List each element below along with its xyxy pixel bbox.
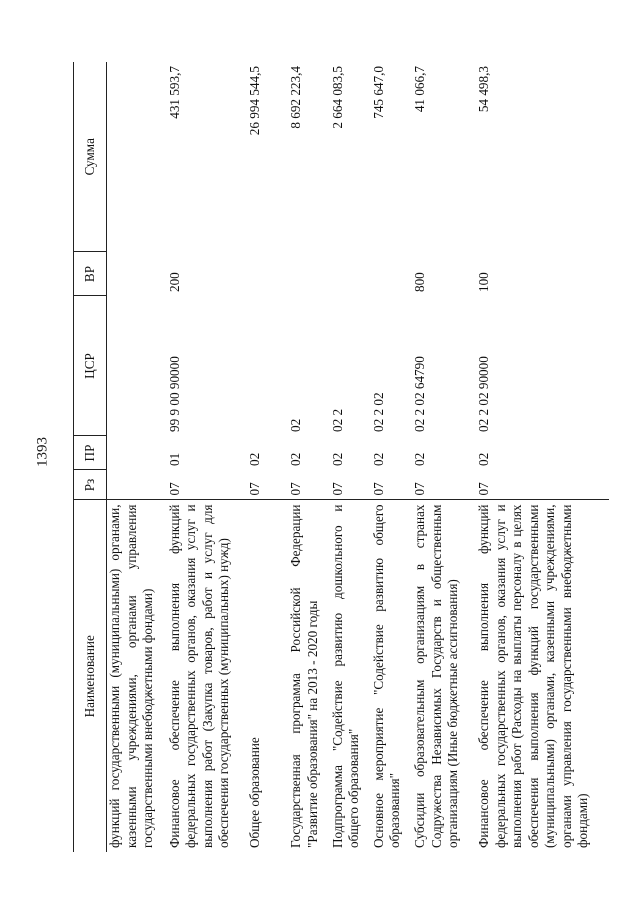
row-name: Общее образование	[247, 500, 288, 852]
row-name: Подпрограмма "Содействие развитию дошкольного и общего образования"	[330, 500, 371, 852]
row-amount: 431 593,7	[166, 66, 182, 119]
row-csr: 02 2 02 64790	[412, 356, 428, 432]
row-pr: 02	[476, 452, 492, 466]
row-pr	[107, 436, 167, 470]
row-pr: 02	[288, 452, 304, 466]
header-name: Наименование	[74, 500, 107, 852]
row-pr: 02	[370, 452, 386, 466]
table-row	[247, 62, 288, 852]
row-amount: 8 692 223,4	[288, 66, 304, 129]
row-pr: 02	[329, 452, 345, 466]
row-vr: 200	[166, 272, 182, 292]
row-vr	[288, 252, 329, 296]
row-name: Субсидии образовательным организациям в странах Содружества Независимых Государств и общественным организациям (Иные бюджетные ассигнования)	[412, 500, 476, 852]
table-header-row	[74, 62, 107, 852]
row-amount: 54 498,3	[476, 66, 492, 113]
budget-table-container	[73, 62, 609, 852]
header-amount: Сумма	[74, 62, 107, 252]
row-rz	[107, 470, 167, 500]
row-rz: 07	[370, 482, 386, 496]
row-name: Финансовое обеспечение выполнения функций федеральных государственных органов, оказания услуг и выполнения работ (Закупка товаров, работ и услуг для обеспечения государственных (муниципальных) нужд)	[167, 500, 247, 852]
row-csr	[107, 296, 167, 436]
header-csr: ЦСР	[74, 296, 107, 436]
row-rz: 07	[288, 482, 304, 496]
row-vr	[371, 252, 412, 296]
header-rz: Рз	[74, 470, 107, 500]
row-name: Государственная программа Российской Федерации "Развитие образования" на 2013 - 2020 годы	[288, 500, 329, 852]
row-vr	[330, 252, 371, 296]
row-rz: 07	[476, 482, 492, 496]
table-row	[412, 62, 476, 852]
row-rz: 07	[247, 482, 263, 496]
table-row	[288, 62, 329, 852]
page-number: 1393	[34, 437, 51, 467]
row-amount: 745 647,0	[370, 66, 386, 119]
row-csr: 02 2 02	[370, 392, 386, 432]
row-pr: 01	[166, 452, 182, 466]
row-amount	[107, 62, 167, 252]
row-rz: 07	[166, 482, 182, 496]
row-csr: 99 9 00 90000	[166, 356, 182, 432]
row-pr: 02	[412, 452, 428, 466]
row-vr: 100	[476, 272, 492, 292]
row-csr: 02	[288, 418, 304, 432]
table-row	[476, 62, 609, 852]
table-row	[107, 62, 167, 852]
row-csr: 02 2 02 90000	[476, 356, 492, 432]
table-row	[167, 62, 247, 852]
budget-table	[73, 62, 609, 852]
row-vr	[107, 252, 167, 296]
header-pr: ПР	[74, 436, 107, 470]
table-row	[330, 62, 371, 852]
row-name: функций государственными (муниципальными) органами, казенными учреждениями, органами управления государственными внебюджетными фондами)	[107, 500, 167, 852]
row-rz: 07	[412, 482, 428, 496]
row-pr: 02	[247, 452, 263, 466]
row-name: Финансовое обеспечение выполнения функций федеральных государственных органов, оказания услуг и выполнения работ (Расходы на выплаты персоналу в целях обеспечения выполнения функций государственными (муниципальными) органами, казенными учреждениями, органами управления государственными внебюджетными фондами)	[476, 500, 609, 852]
row-vr	[247, 252, 288, 296]
row-vr: 800	[412, 272, 428, 292]
table-row	[371, 62, 412, 852]
row-amount: 41 066,7	[412, 66, 428, 113]
row-csr	[247, 296, 288, 436]
row-name: Основное мероприятие "Содействие развитию общего образования"	[371, 500, 412, 852]
row-amount: 2 664 083,5	[329, 66, 345, 129]
row-rz: 07	[329, 482, 345, 496]
row-amount: 26 994 544,5	[247, 66, 263, 136]
header-vr: ВР	[74, 252, 107, 296]
row-csr: 02 2	[329, 408, 345, 432]
